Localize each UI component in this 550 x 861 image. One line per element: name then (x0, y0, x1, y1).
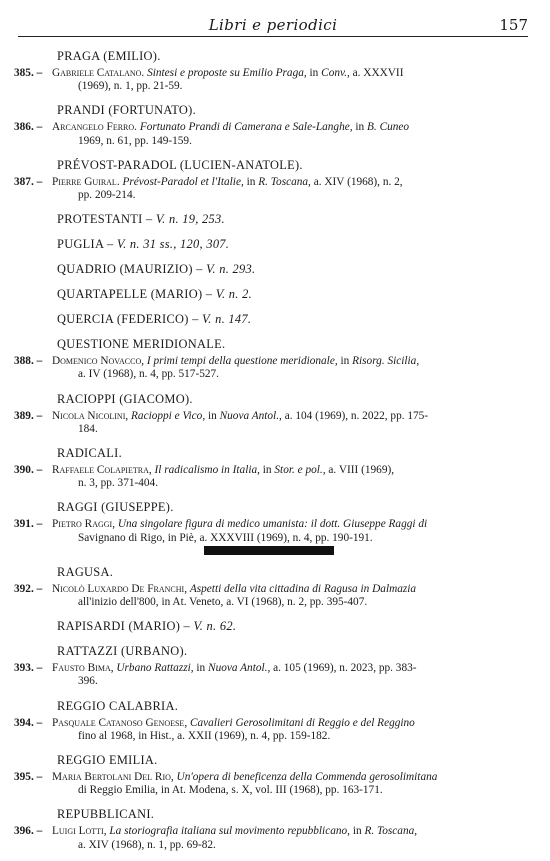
section-heading: REPUBBLICANI. (57, 807, 155, 822)
cross-reference (57, 311, 534, 327)
entry-continuation: a. XIV (1968), n. 1, pp. 69-82. (78, 838, 216, 851)
entry-continuation: 184. (78, 422, 98, 435)
entry-author: Nicolò Luxardo De Franchi, (52, 582, 188, 595)
entry-number: 394. – (14, 716, 43, 729)
entry-title: Racioppi e Vico, (131, 409, 206, 422)
xref-label: QUADRIO (MAURIZIO) – (57, 262, 203, 277)
entry-continuation: fino al 1968, in Hist., a. XXII (1969), n. 4, pp. 159-182. (78, 729, 331, 742)
spacer (14, 327, 534, 336)
entry-journal: B. Cuneo (367, 121, 410, 134)
entry-details: a. VIII (1969), (328, 464, 395, 477)
entry-author: Fausto Bima, (52, 662, 114, 675)
entry-journal: Risorg. Sicilia, (352, 355, 420, 368)
entry-number: 396. – (14, 825, 43, 838)
spacer (14, 202, 534, 211)
spacer (14, 797, 534, 806)
cross-reference (57, 211, 534, 227)
spacer (14, 252, 534, 261)
cross-reference (57, 618, 534, 634)
entry-continuation: 1969, n. 61, pp. 149-159. (78, 134, 192, 147)
entry-title: Cavalieri Gerosolimitani di Reggio e del Reggino (189, 716, 415, 729)
entry-journal: Conv., (321, 67, 350, 79)
entry-continuation: a. IV (1968), n. 4, pp. 517-527. (78, 368, 219, 381)
entry-continuation: (1969), n. 1, pp. 21-59. (78, 80, 183, 93)
entry-author: Pierre Guiral. (52, 175, 120, 188)
bibliography-list (14, 48, 534, 861)
xref-target: V. n. 147. (202, 312, 252, 327)
running-header (18, 14, 528, 37)
entry-title: Urbano Rattazzi, (116, 662, 194, 675)
entry-number: 391. – (14, 518, 43, 531)
spacer (14, 227, 534, 236)
entry-author: Pasquale Catanoso Genoese, (52, 716, 188, 729)
entry-in: in (196, 662, 206, 675)
entry-in: in (352, 825, 362, 838)
entry-title: Il radicalismo in Italia, (154, 464, 260, 477)
entry-number: 386. – (14, 121, 43, 134)
bibliography-entry (14, 121, 534, 147)
entry-author: Maria Bertolani Del Rio, (52, 771, 174, 784)
entry-author: Gabriele Catalano. (52, 67, 145, 79)
redaction-bar (204, 546, 334, 555)
entry-details: a. XIV (1968), n. 2, (313, 175, 403, 188)
entry-number: 385. – (14, 67, 43, 79)
entry-body (52, 176, 534, 202)
entry-journal: Stor. e pol., (274, 464, 326, 477)
entry-title: Una singolare figura di medico umanista: il dott. Giuseppe Raggi di (117, 518, 428, 531)
entry-title: Aspetti della vita cittadina di Ragusa in Dalmazia (189, 582, 417, 595)
entry-author: Domenico Novacco, (52, 355, 145, 368)
entry-number: 395. – (14, 771, 43, 784)
entry-journal: Nuova Antol., (208, 662, 271, 675)
entry-journal: R. Toscana, (364, 825, 418, 838)
spacer (14, 302, 534, 311)
entry-title: Sintesi e proposte su Emilio Praga, (147, 67, 307, 79)
spacer (14, 277, 534, 286)
section-heading: REGGIO EMILIA. (57, 753, 158, 768)
entry-details: a. 104 (1969), n. 2022, pp. 175- (284, 409, 429, 422)
entry-body (52, 410, 534, 436)
bibliography-entry (14, 410, 534, 436)
entry-number: 387. – (14, 175, 43, 188)
entry-body (52, 67, 534, 93)
entry-journal: R. Toscana, (258, 175, 311, 188)
running-title: Libri e periodici (208, 16, 338, 34)
section-heading: RAGGI (GIUSEPPE). (57, 500, 174, 515)
entry-continuation: Savignano di Rigo, in Piè, a. XXXVIII (1969), n. 4, pp. 190-191. (78, 531, 373, 544)
xref-label: QUARTAPELLE (MARIO) – (57, 287, 213, 302)
xref-target: V. n. 293. (206, 262, 256, 277)
cross-reference (57, 236, 534, 252)
entry-body (52, 518, 534, 544)
spacer (14, 148, 534, 157)
spacer (14, 609, 534, 618)
spacer (14, 555, 534, 564)
entry-author: Luigi Lotti, (52, 825, 107, 838)
spacer (14, 490, 534, 499)
entry-author: Pietro Raggi, (52, 518, 116, 531)
entry-body (52, 825, 534, 851)
entry-number: 389. – (14, 409, 43, 422)
cross-reference (57, 261, 534, 277)
page-number: 157 (499, 16, 528, 34)
xref-label: PROTESTANTI – (57, 212, 153, 227)
section-heading: RADICALI. (57, 446, 122, 461)
entry-body (52, 771, 534, 797)
entry-continuation: 396. (78, 675, 98, 688)
bibliography-entry (14, 825, 534, 851)
spacer (14, 743, 534, 752)
entry-number: 390. – (14, 464, 43, 477)
bibliography-entry (14, 717, 534, 743)
entry-body (52, 717, 534, 743)
bibliography-entry (14, 67, 534, 93)
entry-in: in (207, 409, 217, 422)
entry-continuation: di Reggio Emilia, in At. Modena, s. X, vol. III (1968), pp. 163-171. (78, 784, 383, 797)
spacer (14, 93, 534, 102)
section-heading: RATTAZZI (URBANO). (57, 644, 188, 659)
xref-target: V. n. 31 ss., 120, 307. (116, 237, 230, 252)
section-heading: REGGIO CALABRIA. (57, 698, 179, 713)
entry-author: Arcangelo Ferro. (52, 121, 137, 134)
entry-continuation: all'inizio dell'800, in At. Veneto, a. VI (1968), n. 2, pp. 395-407. (78, 596, 368, 609)
entry-body (52, 464, 534, 490)
spacer (14, 689, 534, 698)
entry-number: 392. – (14, 582, 43, 595)
section-heading: PRÉVOST-PARADOL (LUCIEN-ANATOLE). (57, 157, 303, 172)
entry-number: 393. – (14, 662, 43, 675)
xref-target: V. n. 2. (215, 287, 252, 302)
bibliography-entry (14, 176, 534, 202)
entry-details: a. 105 (1969), n. 2023, pp. 383- (273, 662, 417, 675)
entry-title: Prévost-Paradol et l'Italie, (122, 175, 244, 188)
entry-in: in (340, 355, 350, 368)
cross-reference (57, 286, 534, 302)
entry-in: in (262, 464, 272, 477)
bibliography-entry (14, 355, 534, 381)
entry-body (52, 662, 534, 688)
xref-target: V. n. 62. (193, 619, 237, 634)
xref-target: V. n. 19, 253. (155, 212, 225, 227)
entry-journal: Nuova Antol., (219, 409, 282, 422)
spacer (14, 436, 534, 445)
bibliography-entry (14, 583, 534, 609)
section-heading: PRAGA (EMILIO). (57, 49, 161, 63)
entry-title: Un'opera di beneficenza della Commenda gerosolimitana (176, 771, 438, 784)
entry-in: in (246, 175, 256, 188)
xref-label: PUGLIA – (57, 237, 114, 252)
spacer (14, 634, 534, 643)
entry-continuation: pp. 209-214. (78, 189, 136, 202)
entry-title: Fortunato Prandi di Camerana e Sale-Langhe, (139, 121, 353, 134)
entry-body (52, 583, 534, 609)
section-heading: QUESTIONE MERIDIONALE. (57, 337, 226, 352)
section-heading: PRANDI (FORTUNATO). (57, 103, 196, 118)
entry-author: Raffaele Colapietra, (52, 464, 152, 477)
xref-label: QUERCIA (FEDERICO) – (57, 312, 199, 327)
entry-details: a. XXXVII (352, 67, 404, 79)
entry-body (52, 355, 534, 381)
entry-continuation: n. 3, pp. 371-404. (78, 477, 159, 490)
xref-label: RAPISARDI (MARIO) – (57, 619, 191, 634)
entry-body (52, 121, 534, 147)
bibliography-entry (14, 771, 534, 797)
entry-author: Nicola Nicolini, (52, 409, 129, 422)
entry-title: I primi tempi della questione meridionale, (146, 355, 338, 368)
section-heading: RAGUSA. (57, 564, 114, 579)
bibliography-entry (14, 518, 534, 544)
spacer (14, 852, 534, 861)
entry-in: in (309, 67, 319, 79)
entry-number: 388. – (14, 355, 43, 368)
bibliography-entry (14, 464, 534, 490)
bibliography-entry (14, 662, 534, 688)
entry-title: La storiografia italiana sul movimento repubblicano, (109, 825, 350, 838)
section-heading: RACIOPPI (GIACOMO). (57, 391, 193, 406)
spacer (14, 382, 534, 391)
entry-in: in (355, 121, 365, 134)
